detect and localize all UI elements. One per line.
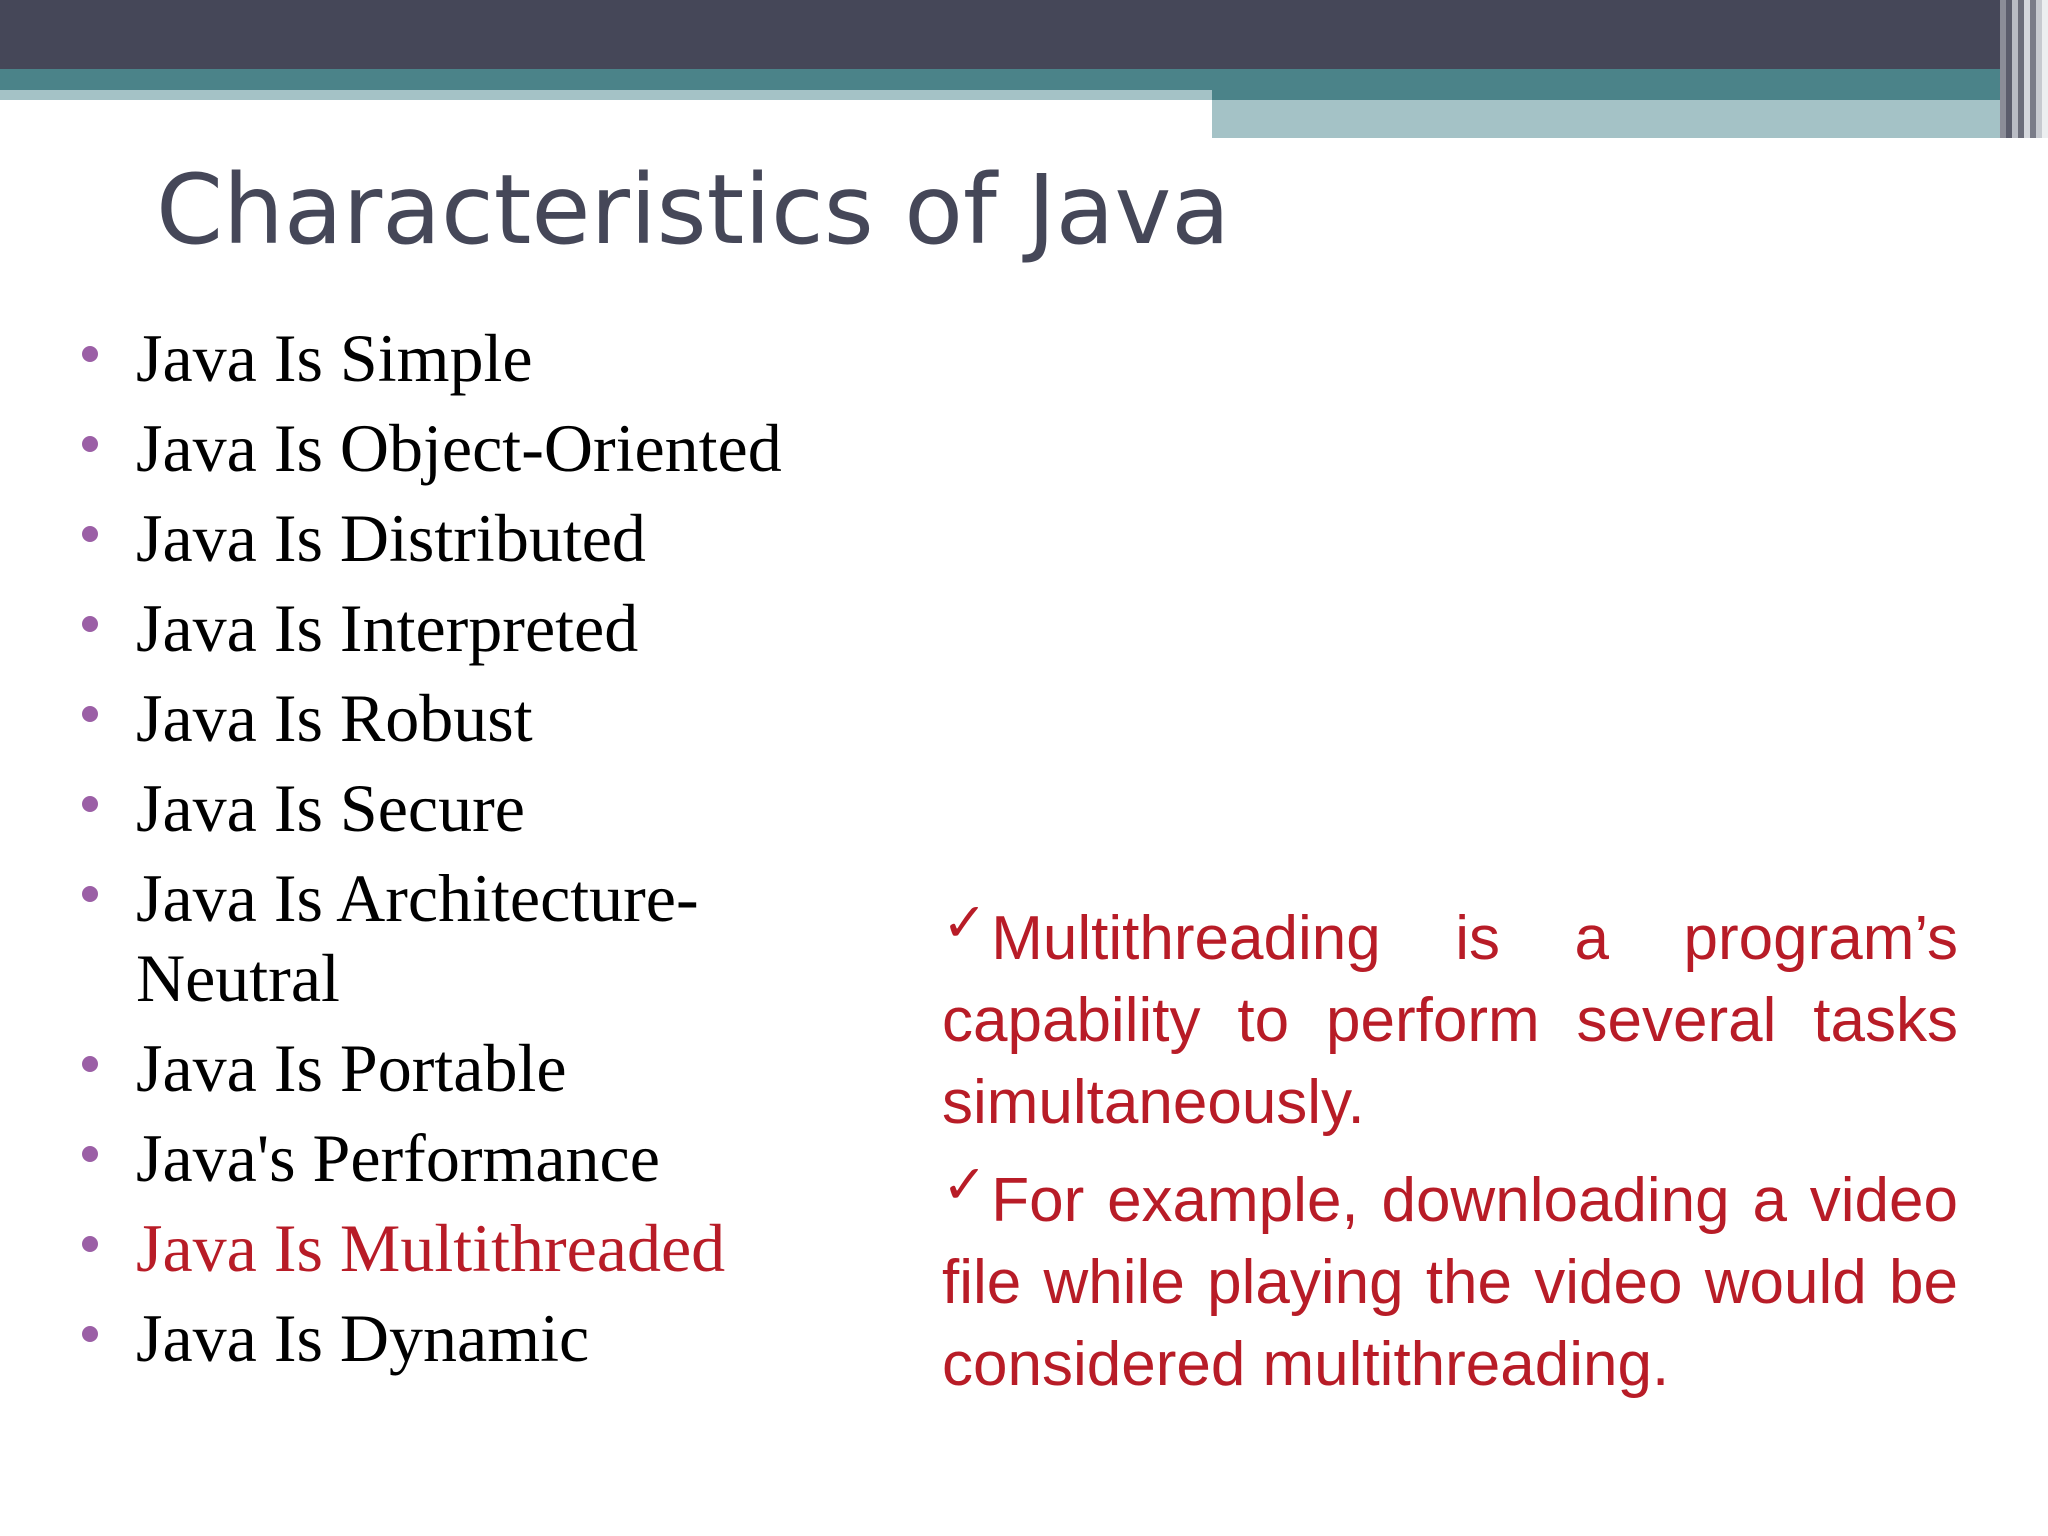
list-item-label: Java Is Portable	[136, 1030, 567, 1106]
check-icon: ✓	[942, 891, 988, 954]
bullet-icon	[82, 1056, 98, 1072]
characteristics-list	[76, 318, 876, 1388]
bullet-icon	[82, 706, 98, 722]
multithreading-note	[942, 882, 1958, 1406]
note-text: Multithreading is a program’s capability to perform several tasks simultaneously.	[942, 904, 1958, 1137]
list-item	[76, 1028, 876, 1108]
list-item-label: Java Is Secure	[136, 770, 525, 846]
list-item	[76, 408, 876, 488]
bullet-icon	[82, 1236, 98, 1252]
list-item	[76, 678, 876, 758]
list-item-label: Java Is Distributed	[136, 500, 646, 576]
bullet-icon	[82, 886, 98, 902]
list-item	[76, 1298, 876, 1378]
bullet-icon	[82, 1326, 98, 1342]
list-item-label: Java Is Multithreaded	[136, 1210, 726, 1286]
list-item	[76, 768, 876, 848]
header-band-light-right	[1212, 100, 2048, 138]
list-item	[76, 318, 876, 398]
list-item	[76, 498, 876, 578]
list-item-label: Java Is Architecture-Neutral	[136, 860, 699, 1016]
list-item-label: Java Is Robust	[136, 680, 533, 756]
header-edge-stripes	[2000, 0, 2048, 138]
list-item-highlighted	[76, 1208, 876, 1288]
list-item	[76, 858, 876, 1018]
slide-title: Characteristics of Java	[156, 154, 1231, 266]
list-item-label: Java Is Interpreted	[136, 590, 639, 666]
note-paragraph	[942, 882, 1958, 1144]
note-paragraph	[942, 1144, 1958, 1406]
bullet-icon	[82, 346, 98, 362]
list-item	[76, 1118, 876, 1198]
bullet-icon	[82, 796, 98, 812]
list-item-label: Java Is Dynamic	[136, 1300, 590, 1376]
note-text: For example, downloading a video file while playing the video would be considered multithreading.	[942, 1166, 1958, 1399]
header-band-light-left	[0, 90, 1212, 100]
bullet-icon	[82, 1146, 98, 1162]
list-item	[76, 588, 876, 668]
bullet-icon	[82, 436, 98, 452]
bullet-icon	[82, 616, 98, 632]
header-band-dark	[0, 0, 2048, 69]
list-item-label: Java's Performance	[136, 1120, 660, 1196]
bullet-icon	[82, 526, 98, 542]
list-item-label: Java Is Simple	[136, 320, 533, 396]
list-item-label: Java Is Object-Oriented	[136, 410, 782, 486]
check-icon: ✓	[942, 1153, 988, 1216]
